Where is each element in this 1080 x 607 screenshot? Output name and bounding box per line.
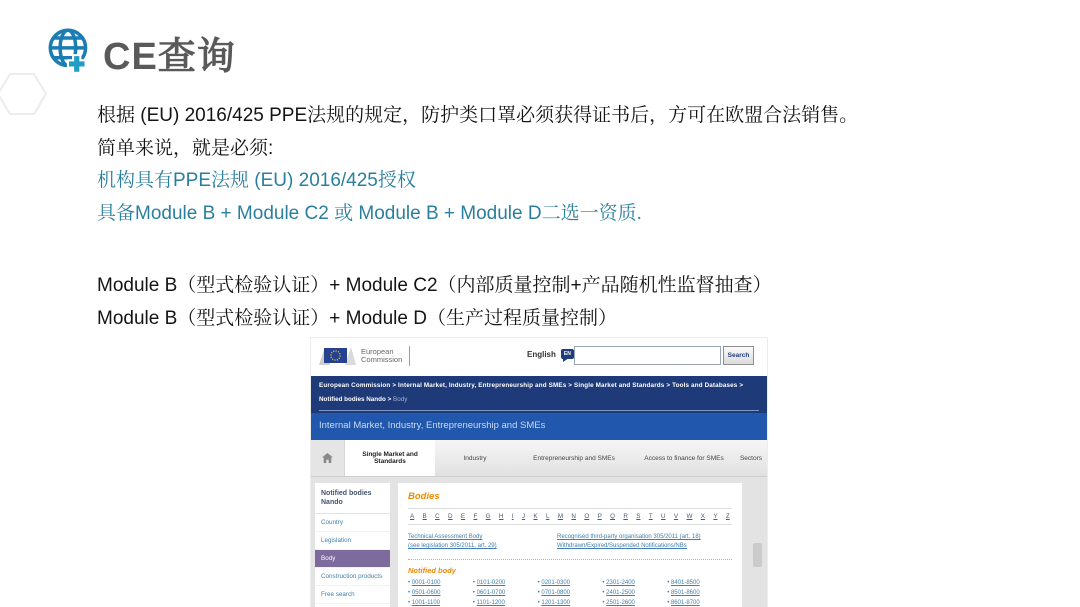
- bodies-panel: [398, 483, 742, 607]
- link-technical-assessment-body[interactable]: Technical Assessment Body: [408, 534, 483, 540]
- intro-line-2: 简单来说，就是必须:: [97, 137, 274, 159]
- dotted-divider: [408, 559, 732, 560]
- alphabet-link[interactable]: C: [435, 513, 440, 520]
- tab-bar: [311, 440, 767, 477]
- page-content: [311, 477, 767, 607]
- link-withdrawn-expired-suspended[interactable]: Withdrawn/Expired/Suspended Notifications/NBs: [557, 543, 687, 549]
- tab-entrepreneurship-and-smes[interactable]: Entrepreneurship and SMEs: [533, 454, 615, 462]
- range-link[interactable]: • 8501-8600: [667, 590, 732, 596]
- alphabet-link[interactable]: B: [422, 513, 427, 520]
- range-link[interactable]: • 1101-1200: [473, 600, 538, 606]
- range-link[interactable]: • 1001-1100: [408, 600, 473, 606]
- page-title: CE查询: [103, 35, 236, 78]
- slide-header: [42, 24, 236, 80]
- alphabet-link[interactable]: E: [460, 513, 466, 520]
- body-text: [97, 100, 957, 335]
- alphabet-link[interactable]: V: [673, 513, 679, 520]
- breadcrumb-line-2[interactable]: [319, 396, 759, 403]
- range-link[interactable]: • 0201-0300: [538, 580, 603, 586]
- alphabet-link[interactable]: R: [623, 513, 628, 520]
- globe-cross-icon: [42, 24, 98, 80]
- alphabet-link[interactable]: U: [661, 513, 666, 520]
- hexagon-icon: [0, 68, 48, 120]
- ec-logo-text: European Commission: [361, 346, 403, 364]
- range-link[interactable]: • 2501-2600: [602, 600, 667, 606]
- sidebar-item-legislation[interactable]: Legislation: [315, 532, 390, 550]
- alphabet-link[interactable]: O: [584, 513, 590, 520]
- breadcrumb-section[interactable]: Notified bodies Nando >: [319, 396, 392, 403]
- body-type-links: [408, 533, 732, 551]
- alphabet-link[interactable]: D: [448, 513, 453, 520]
- breadcrumb-current-page: Body: [393, 396, 408, 403]
- range-link[interactable]: • 0501-0600: [408, 590, 473, 596]
- alphabet-link[interactable]: S: [636, 513, 641, 520]
- alphabet-link[interactable]: A: [410, 513, 415, 520]
- tab-single-market-and-standards[interactable]: Single Market and Standards: [345, 440, 435, 476]
- alphabet-link[interactable]: K: [533, 513, 538, 520]
- tab-industry[interactable]: Industry: [463, 454, 487, 462]
- range-link[interactable]: • 0001-0100: [408, 580, 473, 586]
- range-link[interactable]: • 1201-1300: [538, 600, 603, 606]
- notified-body-heading: Notified body: [408, 566, 456, 575]
- ec-logo[interactable]: [317, 344, 410, 368]
- link-technical-assessment-body-note[interactable]: (see legislation 305/2011, art. 29): [408, 543, 497, 549]
- logo-divider: [409, 346, 410, 366]
- alphabet-link[interactable]: G: [485, 513, 491, 520]
- alphabet-link[interactable]: T: [648, 513, 653, 520]
- alphabet-link[interactable]: J: [521, 513, 526, 520]
- eu-flag-icon: [317, 344, 357, 368]
- sidebar-item-free-search[interactable]: Free search: [315, 586, 390, 604]
- sidebar-item-construction-products[interactable]: Construction products: [315, 568, 390, 586]
- alphabet-link[interactable]: Y: [713, 513, 718, 520]
- alphabet-link[interactable]: F: [473, 513, 478, 520]
- tab-home[interactable]: [311, 440, 345, 476]
- alphabet-link[interactable]: W: [686, 513, 693, 520]
- alphabet-link[interactable]: Z: [725, 513, 730, 520]
- module-line-1: Module B（型式检验认证）+ Module C2（内部质量控制+产品随机性监督抽查）: [97, 275, 772, 296]
- notified-body-ranges: [408, 580, 732, 606]
- link-recognised-third-party[interactable]: Recognised third-party organisation 305/2011 (art. 18): [557, 534, 701, 540]
- alphabet-link[interactable]: M: [557, 513, 564, 520]
- language-label: English: [527, 349, 556, 359]
- language-bubble-icon: EN: [561, 349, 574, 359]
- module-line-2: Module B（型式检验认证）+ Module D（生产过程质量控制）: [97, 307, 617, 329]
- alphabet-link[interactable]: H: [498, 513, 504, 520]
- range-link[interactable]: • 8601-8700: [667, 600, 732, 606]
- range-link[interactable]: • 0601-0700: [473, 590, 538, 596]
- alphabet-link[interactable]: L: [545, 513, 550, 520]
- ec-site-header: [311, 338, 767, 376]
- range-link[interactable]: • 2401-2500: [602, 590, 667, 596]
- search-input[interactable]: [574, 346, 721, 365]
- scrollbar-thumb[interactable]: [753, 543, 762, 567]
- alphabet-link[interactable]: P: [597, 513, 602, 520]
- alphabet-link[interactable]: X: [700, 513, 705, 520]
- sidebar-item-body[interactable]: Body: [315, 550, 390, 568]
- alphabet-index: [408, 508, 732, 525]
- breadcrumb-line-1[interactable]: European Commission > Internal Market, Industry, Entrepreneurship and SMEs > Single Market and Standards > Tools and Databases >: [319, 382, 744, 389]
- alphabet-link[interactable]: I: [511, 513, 514, 520]
- section-banner: Internal Market, Industry, Entrepreneurship and SMEs: [311, 413, 767, 440]
- language-selector[interactable]: [527, 349, 574, 359]
- sidebar-item-country[interactable]: Country: [315, 514, 390, 532]
- search-button[interactable]: Search: [723, 346, 754, 365]
- tab-sectors[interactable]: Sectors: [739, 454, 763, 462]
- home-icon: [321, 452, 334, 464]
- intro-line-1: 根据 (EU) 2016/425 PPE法规的规定，防护类口罩必须获得证书后，方可在欧盟合法销售。: [97, 105, 859, 126]
- sidebar-heading: Notified bodies Nando: [315, 483, 390, 514]
- breadcrumb: [311, 376, 767, 413]
- alphabet-link[interactable]: N: [571, 513, 576, 520]
- bodies-heading: Bodies: [408, 491, 440, 502]
- requirement-line-1: 机构具有PPE法规 (EU) 2016/425授权: [97, 170, 416, 191]
- alphabet-link[interactable]: Q: [610, 513, 616, 520]
- embedded-browser-screenshot: [310, 337, 768, 607]
- requirement-line-2: 具备Module B + Module C2 或 Module B + Module D二选一资质.: [97, 202, 642, 224]
- range-link[interactable]: • 0701-0800: [538, 590, 603, 596]
- tab-access-to-finance[interactable]: Access to finance for SMEs: [644, 454, 724, 462]
- range-link[interactable]: • 8401-8500: [667, 580, 732, 586]
- sidebar: [315, 483, 390, 607]
- range-link[interactable]: • 0101-0200: [473, 580, 538, 586]
- range-link[interactable]: • 2301-2400: [602, 580, 667, 586]
